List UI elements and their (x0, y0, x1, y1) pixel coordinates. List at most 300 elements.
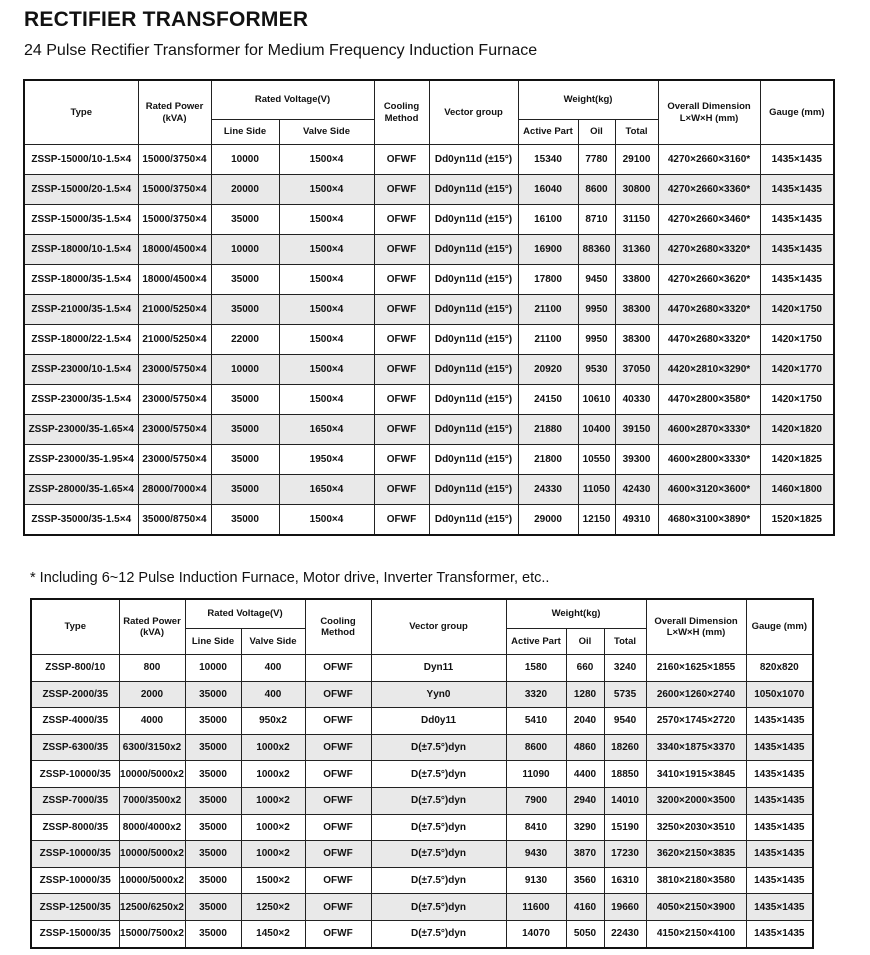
cell-oil: 4400 (566, 761, 604, 788)
header-line-side: Line Side (211, 120, 279, 145)
cell-line-side: 35000 (185, 920, 241, 947)
cell-line-side: 10000 (211, 355, 279, 385)
header-rated-power: Rated Power (kVA) (119, 599, 185, 655)
header-gauge: Gauge (mm) (746, 599, 813, 655)
table-row (24, 205, 834, 235)
cell-vector-group: Dd0yn11d (±15°) (429, 265, 518, 295)
cell-line-side: 10000 (211, 235, 279, 265)
cell-vector-group: D(±7.5°)dyn (371, 920, 506, 947)
cell-vector-group: Yyn0 (371, 681, 506, 708)
cell-gauge: 1435×1435 (746, 867, 813, 894)
cell-line-side: 20000 (211, 175, 279, 205)
header-vector-group: Vector group (371, 599, 506, 655)
cell-overall-dimension: 2600×1260×2740 (646, 681, 746, 708)
cell-gauge: 1420×1750 (760, 385, 834, 415)
cell-rated-power: 35000/8750×4 (138, 505, 211, 536)
cell-oil: 3560 (566, 867, 604, 894)
cell-rated-power: 23000/5750×4 (138, 355, 211, 385)
cell-overall-dimension: 4470×2680×3320* (658, 325, 760, 355)
cell-vector-group: D(±7.5°)dyn (371, 734, 506, 761)
cell-rated-power: 15000/3750×4 (138, 175, 211, 205)
cell-cooling-method: OFWF (305, 841, 371, 868)
cell-cooling-method: OFWF (305, 787, 371, 814)
cell-overall-dimension: 4470×2680×3320* (658, 295, 760, 325)
cell-gauge: 1435×1435 (746, 734, 813, 761)
header-line-side: Line Side (185, 629, 241, 655)
cell-total: 5735 (604, 681, 646, 708)
cell-type: ZSSP-2000/35 (31, 681, 119, 708)
table-row (24, 475, 834, 505)
cell-total: 39150 (615, 415, 658, 445)
cell-active-part: 1580 (506, 655, 566, 682)
cell-overall-dimension: 4420×2810×3290* (658, 355, 760, 385)
cell-valve-side: 1500×4 (279, 175, 374, 205)
cell-active-part: 21800 (518, 445, 578, 475)
table-row (24, 325, 834, 355)
cell-gauge: 1420×1825 (760, 445, 834, 475)
table-row (31, 681, 813, 708)
cell-active-part: 16040 (518, 175, 578, 205)
table-row (31, 894, 813, 921)
header-gauge: Gauge (mm) (760, 80, 834, 145)
cell-vector-group: Dd0yn11d (±15°) (429, 355, 518, 385)
cell-gauge: 1435×1435 (760, 175, 834, 205)
cell-line-side: 22000 (211, 325, 279, 355)
cell-oil: 7780 (578, 145, 615, 175)
cell-line-side: 35000 (185, 761, 241, 788)
cell-oil: 8710 (578, 205, 615, 235)
table-row (31, 867, 813, 894)
cell-gauge: 1420×1750 (760, 295, 834, 325)
table-row (24, 415, 834, 445)
cell-active-part: 21880 (518, 415, 578, 445)
cell-rated-power: 800 (119, 655, 185, 682)
cell-total: 22430 (604, 920, 646, 947)
cell-total: 40330 (615, 385, 658, 415)
cell-oil: 10610 (578, 385, 615, 415)
cell-overall-dimension: 4270×2660×3460* (658, 205, 760, 235)
cell-overall-dimension: 3810×2180×3580 (646, 867, 746, 894)
cell-line-side: 35000 (185, 894, 241, 921)
header-rated-voltage: Rated Voltage(V) (211, 80, 374, 120)
cell-cooling-method: OFWF (305, 814, 371, 841)
cell-oil: 12150 (578, 505, 615, 536)
cell-vector-group: Dd0yn11d (±15°) (429, 325, 518, 355)
cell-total: 37050 (615, 355, 658, 385)
cell-oil: 2040 (566, 708, 604, 735)
header-weight: Weight(kg) (506, 599, 646, 629)
cell-cooling-method: OFWF (305, 920, 371, 947)
cell-overall-dimension: 4600×2870×3330* (658, 415, 760, 445)
cell-oil: 3870 (566, 841, 604, 868)
cell-vector-group: Dd0yn11d (±15°) (429, 295, 518, 325)
cell-valve-side: 1500×4 (279, 355, 374, 385)
cell-cooling-method: OFWF (374, 235, 429, 265)
cell-rated-power: 2000 (119, 681, 185, 708)
table-row (24, 385, 834, 415)
cell-active-part: 9430 (506, 841, 566, 868)
cell-total: 31150 (615, 205, 658, 235)
cell-oil: 5050 (566, 920, 604, 947)
header-valve-side: Valve Side (279, 120, 374, 145)
table-row (31, 787, 813, 814)
cell-vector-group: Dd0y11 (371, 708, 506, 735)
table-row (31, 814, 813, 841)
cell-cooling-method: OFWF (305, 734, 371, 761)
cell-active-part: 9130 (506, 867, 566, 894)
cell-line-side: 35000 (185, 734, 241, 761)
cell-vector-group: Dd0yn11d (±15°) (429, 175, 518, 205)
header-oil: Oil (566, 629, 604, 655)
cell-cooling-method: OFWF (374, 205, 429, 235)
cell-type: ZSSP-800/10 (31, 655, 119, 682)
cell-valve-side: 1500×4 (279, 145, 374, 175)
cell-overall-dimension: 3340×1875×3370 (646, 734, 746, 761)
cell-valve-side: 400 (241, 681, 305, 708)
cell-rated-power: 18000/4500×4 (138, 235, 211, 265)
table-row (31, 761, 813, 788)
cell-oil: 1280 (566, 681, 604, 708)
cell-type: ZSSP-12500/35 (31, 894, 119, 921)
cell-overall-dimension: 3200×2000×3500 (646, 787, 746, 814)
cell-active-part: 5410 (506, 708, 566, 735)
spec-table-6-12-pulse-body (31, 655, 813, 948)
cell-total: 3240 (604, 655, 646, 682)
cell-rated-power: 4000 (119, 708, 185, 735)
cell-oil: 4860 (566, 734, 604, 761)
table-row (24, 505, 834, 536)
cell-valve-side: 1500×2 (241, 867, 305, 894)
cell-active-part: 14070 (506, 920, 566, 947)
cell-gauge: 1435×1435 (760, 235, 834, 265)
cell-valve-side: 1500×4 (279, 265, 374, 295)
header-total: Total (615, 120, 658, 145)
cell-rated-power: 10000/5000x2 (119, 841, 185, 868)
cell-active-part: 11090 (506, 761, 566, 788)
header-overall-dimension: Overall Dimension L×W×H (mm) (658, 80, 760, 145)
cell-overall-dimension: 3250×2030×3510 (646, 814, 746, 841)
cell-overall-dimension: 4150×2150×4100 (646, 920, 746, 947)
cell-valve-side: 1950×4 (279, 445, 374, 475)
cell-cooling-method: OFWF (374, 295, 429, 325)
cell-cooling-method: OFWF (374, 175, 429, 205)
cell-vector-group: Dd0yn11d (±15°) (429, 445, 518, 475)
cell-gauge: 1435×1435 (746, 894, 813, 921)
cell-total: 30800 (615, 175, 658, 205)
cell-total: 33800 (615, 265, 658, 295)
cell-rated-power: 7000/3500x2 (119, 787, 185, 814)
cell-gauge: 1435×1435 (746, 761, 813, 788)
cell-cooling-method: OFWF (374, 145, 429, 175)
cell-rated-power: 23000/5750×4 (138, 385, 211, 415)
cell-total: 16310 (604, 867, 646, 894)
cell-gauge: 1435×1435 (746, 920, 813, 947)
header-oil: Oil (578, 120, 615, 145)
cell-gauge: 1435×1435 (746, 708, 813, 735)
cell-active-part: 16900 (518, 235, 578, 265)
cell-active-part: 20920 (518, 355, 578, 385)
cell-overall-dimension: 4600×3120×3600* (658, 475, 760, 505)
cell-oil: 10400 (578, 415, 615, 445)
cell-total: 31360 (615, 235, 658, 265)
cell-overall-dimension: 4270×2660×3620* (658, 265, 760, 295)
cell-oil: 2940 (566, 787, 604, 814)
cell-total: 39300 (615, 445, 658, 475)
cell-total: 14010 (604, 787, 646, 814)
table-row (24, 295, 834, 325)
cell-gauge: 1420×1820 (760, 415, 834, 445)
cell-type: ZSSP-8000/35 (31, 814, 119, 841)
cell-line-side: 35000 (185, 708, 241, 735)
cell-valve-side: 1500×4 (279, 235, 374, 265)
cell-vector-group: Dyn11 (371, 655, 506, 682)
cell-overall-dimension: 2570×1745×2720 (646, 708, 746, 735)
cell-rated-power: 8000/4000x2 (119, 814, 185, 841)
spec-table-24-pulse (23, 79, 835, 536)
cell-cooling-method: OFWF (305, 867, 371, 894)
table-row (24, 235, 834, 265)
cell-rated-power: 10000/5000x2 (119, 761, 185, 788)
cell-total: 9540 (604, 708, 646, 735)
cell-cooling-method: OFWF (374, 385, 429, 415)
cell-line-side: 35000 (185, 841, 241, 868)
cell-type: ZSSP-35000/35-1.5×4 (24, 505, 138, 536)
cell-overall-dimension: 4470×2800×3580* (658, 385, 760, 415)
cell-line-side: 35000 (185, 787, 241, 814)
cell-total: 18260 (604, 734, 646, 761)
cell-total: 42430 (615, 475, 658, 505)
cell-gauge: 1050x1070 (746, 681, 813, 708)
table-row (24, 355, 834, 385)
cell-valve-side: 1500×4 (279, 205, 374, 235)
header-active-part: Active Part (506, 629, 566, 655)
cell-line-side: 35000 (211, 505, 279, 536)
cell-vector-group: D(±7.5°)dyn (371, 841, 506, 868)
cell-line-side: 35000 (185, 814, 241, 841)
cell-active-part: 24330 (518, 475, 578, 505)
cell-oil: 8600 (578, 175, 615, 205)
header-type: Type (24, 80, 138, 145)
cell-overall-dimension: 4270×2660×3360* (658, 175, 760, 205)
page-subtitle: 24 Pulse Rectifier Transformer for Medium Frequency Induction Furnace (24, 42, 538, 59)
cell-total: 17230 (604, 841, 646, 868)
header-cooling-method: Cooling Method (305, 599, 371, 655)
table-row (31, 734, 813, 761)
cell-overall-dimension: 4680×3100×3890* (658, 505, 760, 536)
cell-overall-dimension: 4270×2660×3160* (658, 145, 760, 175)
cell-oil: 11050 (578, 475, 615, 505)
cell-gauge: 1420×1750 (760, 325, 834, 355)
cell-cooling-method: OFWF (374, 325, 429, 355)
cell-cooling-method: OFWF (374, 415, 429, 445)
cell-cooling-method: OFWF (374, 475, 429, 505)
cell-type: ZSSP-4000/35 (31, 708, 119, 735)
cell-valve-side: 1000x2 (241, 761, 305, 788)
cell-overall-dimension: 4270×2680×3320* (658, 235, 760, 265)
cell-type: ZSSP-6300/35 (31, 734, 119, 761)
cell-valve-side: 1000×2 (241, 841, 305, 868)
header-vector-group: Vector group (429, 80, 518, 145)
spec-table-24-pulse-body (24, 145, 834, 536)
cell-type: ZSSP-10000/35 (31, 867, 119, 894)
cell-gauge: 1420×1770 (760, 355, 834, 385)
cell-rated-power: 15000/7500x2 (119, 920, 185, 947)
header-overall-dimension: Overall Dimension L×W×H (mm) (646, 599, 746, 655)
cell-rated-power: 10000/5000x2 (119, 867, 185, 894)
cell-type: ZSSP-18000/22-1.5×4 (24, 325, 138, 355)
cell-valve-side: 400 (241, 655, 305, 682)
cell-oil: 9950 (578, 295, 615, 325)
cell-line-side: 35000 (211, 295, 279, 325)
table-row (24, 265, 834, 295)
cell-type: ZSSP-15000/35 (31, 920, 119, 947)
footnote: * Including 6~12 Pulse Induction Furnace, Motor drive, Inverter Transformer, etc.. (30, 570, 550, 586)
cell-cooling-method: OFWF (374, 445, 429, 475)
cell-type: ZSSP-15000/35-1.5×4 (24, 205, 138, 235)
cell-cooling-method: OFWF (305, 681, 371, 708)
cell-gauge: 1435×1435 (760, 205, 834, 235)
cell-vector-group: Dd0yn11d (±15°) (429, 145, 518, 175)
cell-type: ZSSP-7000/35 (31, 787, 119, 814)
cell-valve-side: 1500×4 (279, 385, 374, 415)
cell-overall-dimension: 3410×1915×3845 (646, 761, 746, 788)
table-row (31, 920, 813, 947)
cell-type: ZSSP-10000/35 (31, 761, 119, 788)
cell-line-side: 35000 (211, 265, 279, 295)
cell-active-part: 3320 (506, 681, 566, 708)
cell-overall-dimension: 3620×2150×3835 (646, 841, 746, 868)
cell-type: ZSSP-23000/35-1.95×4 (24, 445, 138, 475)
cell-vector-group: D(±7.5°)dyn (371, 894, 506, 921)
cell-active-part: 7900 (506, 787, 566, 814)
cell-gauge: 1435×1435 (760, 145, 834, 175)
cell-rated-power: 12500/6250x2 (119, 894, 185, 921)
table-row (31, 708, 813, 735)
header-rated-voltage: Rated Voltage(V) (185, 599, 305, 629)
cell-gauge: 1520×1825 (760, 505, 834, 536)
cell-vector-group: D(±7.5°)dyn (371, 867, 506, 894)
cell-total: 49310 (615, 505, 658, 536)
cell-type: ZSSP-18000/35-1.5×4 (24, 265, 138, 295)
page-title: RECTIFIER TRANSFORMER (24, 8, 309, 31)
cell-total: 38300 (615, 325, 658, 355)
cell-total: 19660 (604, 894, 646, 921)
cell-rated-power: 18000/4500×4 (138, 265, 211, 295)
cell-active-part: 8410 (506, 814, 566, 841)
table-row (31, 655, 813, 682)
cell-cooling-method: OFWF (305, 655, 371, 682)
cell-cooling-method: OFWF (374, 505, 429, 536)
cell-active-part: 15340 (518, 145, 578, 175)
cell-type: ZSSP-28000/35-1.65×4 (24, 475, 138, 505)
cell-type: ZSSP-21000/35-1.5×4 (24, 295, 138, 325)
cell-type: ZSSP-15000/20-1.5×4 (24, 175, 138, 205)
header-cooling-method: Cooling Method (374, 80, 429, 145)
cell-type: ZSSP-23000/10-1.5×4 (24, 355, 138, 385)
cell-overall-dimension: 4600×2800×3330* (658, 445, 760, 475)
cell-type: ZSSP-23000/35-1.5×4 (24, 385, 138, 415)
cell-overall-dimension: 2160×1625×1855 (646, 655, 746, 682)
cell-vector-group: D(±7.5°)dyn (371, 787, 506, 814)
spec-table-6-12-pulse (30, 598, 814, 949)
table-row (24, 175, 834, 205)
cell-line-side: 35000 (211, 385, 279, 415)
cell-total: 18850 (604, 761, 646, 788)
cell-line-side: 35000 (185, 867, 241, 894)
cell-valve-side: 1500×4 (279, 325, 374, 355)
cell-type: ZSSP-15000/10-1.5×4 (24, 145, 138, 175)
cell-valve-side: 1650×4 (279, 415, 374, 445)
cell-gauge: 1435×1435 (746, 787, 813, 814)
cell-oil: 3290 (566, 814, 604, 841)
table-row (31, 841, 813, 868)
cell-vector-group: D(±7.5°)dyn (371, 814, 506, 841)
cell-vector-group: Dd0yn11d (±15°) (429, 385, 518, 415)
cell-cooling-method: OFWF (305, 894, 371, 921)
cell-type: ZSSP-18000/10-1.5×4 (24, 235, 138, 265)
cell-valve-side: 1450×2 (241, 920, 305, 947)
cell-rated-power: 15000/3750×4 (138, 145, 211, 175)
cell-oil: 10550 (578, 445, 615, 475)
cell-gauge: 820x820 (746, 655, 813, 682)
cell-total: 15190 (604, 814, 646, 841)
cell-gauge: 1435×1435 (746, 841, 813, 868)
cell-active-part: 21100 (518, 295, 578, 325)
cell-line-side: 35000 (211, 205, 279, 235)
cell-active-part: 17800 (518, 265, 578, 295)
cell-active-part: 24150 (518, 385, 578, 415)
cell-oil: 4160 (566, 894, 604, 921)
table-row (24, 145, 834, 175)
cell-valve-side: 1000×2 (241, 787, 305, 814)
cell-rated-power: 28000/7000×4 (138, 475, 211, 505)
cell-line-side: 35000 (211, 415, 279, 445)
cell-active-part: 21100 (518, 325, 578, 355)
header-weight: Weight(kg) (518, 80, 658, 120)
cell-valve-side: 1500×4 (279, 505, 374, 536)
cell-line-side: 10000 (185, 655, 241, 682)
cell-oil: 88360 (578, 235, 615, 265)
header-rated-power: Rated Power (kVA) (138, 80, 211, 145)
cell-cooling-method: OFWF (374, 355, 429, 385)
cell-valve-side: 1000x2 (241, 734, 305, 761)
cell-rated-power: 23000/5750×4 (138, 415, 211, 445)
header-valve-side: Valve Side (241, 629, 305, 655)
cell-vector-group: Dd0yn11d (±15°) (429, 235, 518, 265)
cell-cooling-method: OFWF (374, 265, 429, 295)
cell-valve-side: 1000×2 (241, 814, 305, 841)
cell-active-part: 11600 (506, 894, 566, 921)
cell-valve-side: 1500×4 (279, 295, 374, 325)
cell-type: ZSSP-10000/35 (31, 841, 119, 868)
cell-rated-power: 21000/5250×4 (138, 295, 211, 325)
table-row (24, 445, 834, 475)
cell-gauge: 1435×1435 (760, 265, 834, 295)
header-active-part: Active Part (518, 120, 578, 145)
cell-rated-power: 21000/5250×4 (138, 325, 211, 355)
cell-vector-group: Dd0yn11d (±15°) (429, 205, 518, 235)
cell-vector-group: Dd0yn11d (±15°) (429, 475, 518, 505)
cell-line-side: 35000 (211, 445, 279, 475)
cell-type: ZSSP-23000/35-1.65×4 (24, 415, 138, 445)
cell-valve-side: 1650×4 (279, 475, 374, 505)
cell-vector-group: Dd0yn11d (±15°) (429, 505, 518, 536)
cell-overall-dimension: 4050×2150×3900 (646, 894, 746, 921)
cell-gauge: 1460×1800 (760, 475, 834, 505)
cell-total: 29100 (615, 145, 658, 175)
cell-line-side: 35000 (185, 681, 241, 708)
cell-active-part: 8600 (506, 734, 566, 761)
